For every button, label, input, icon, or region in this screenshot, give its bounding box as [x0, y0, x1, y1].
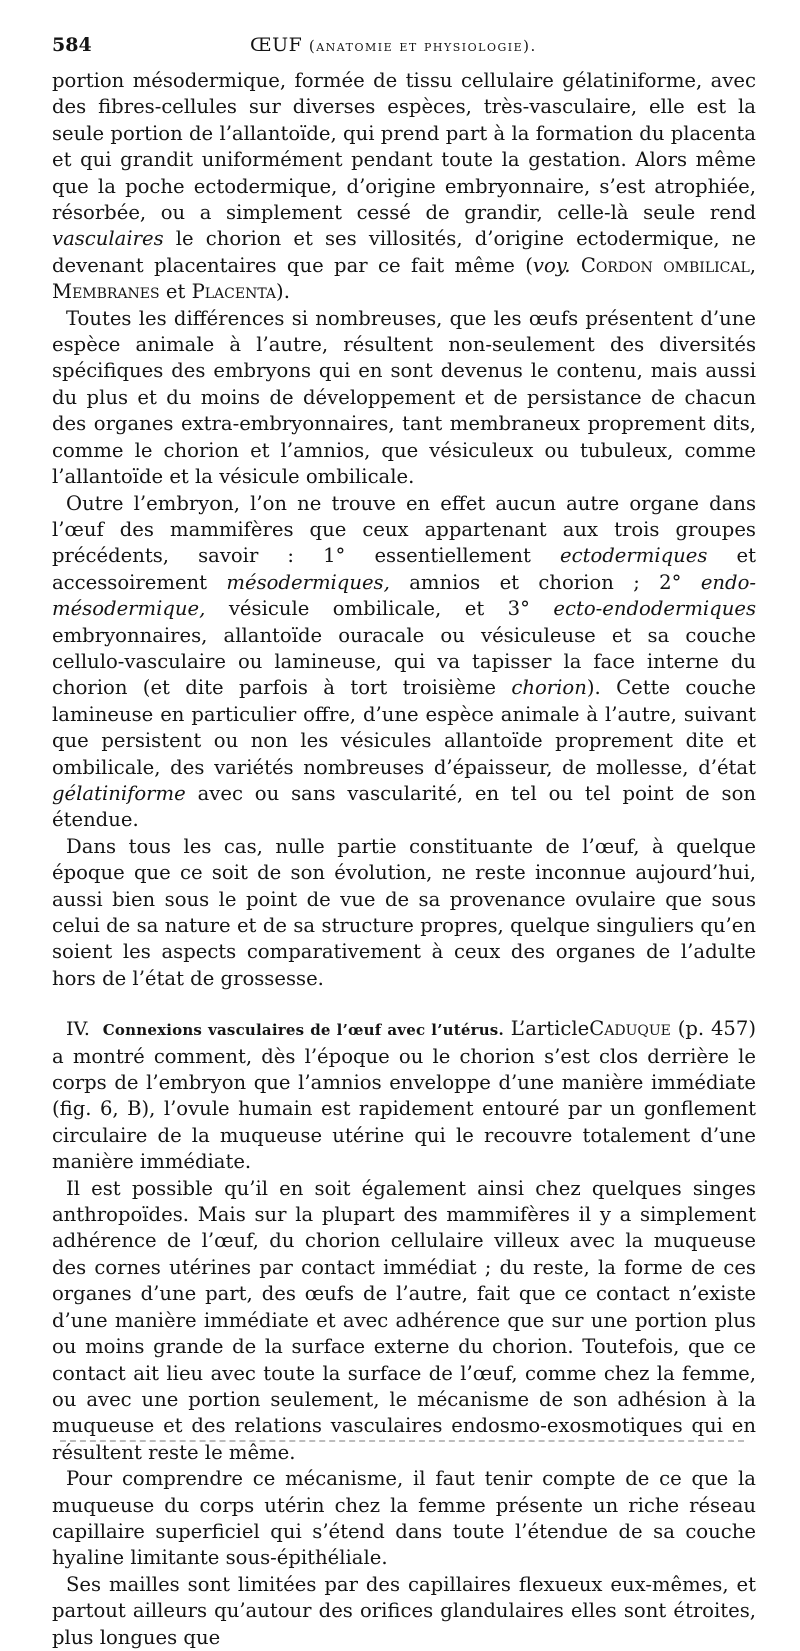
para3-text-5: embryonnaires, allantoïde ouracale ou vésiculeuse et sa couche cellulo-vasculaire ou lamineuse, qui va tapisser la face interne du chorion (et dite parfois à tort troisième: [52, 623, 756, 700]
para3-text-6: ). Cette couche lamineuse en particulier offre, d’une espèce animale à l’autre, suivant que persistent ou non les vésicules allantoïde proprement dite et ombilicale, des variétés nombreuses d’épaisseur, de mollesse, d’état: [52, 676, 756, 779]
running-title-main: ŒUF: [250, 34, 303, 56]
para3-text-2: et accessoirement: [52, 544, 756, 594]
running-title-sub: (anatomie et physiologie).: [308, 37, 537, 55]
paragraph-8: Ses mailles sont limitées par des capillaires flexueux eux-mêmes, et partout ailleurs qu’autour des orifices glandulaires elles sont étroites, plus longues que: [52, 1572, 756, 1649]
para3-italic-6: gélatiniforme: [52, 781, 186, 805]
paragraph-2: Toutes les différences si nombreuses, que les œufs présentent d’une espèce animale à l’autre, résultent non-seulement des diversités spécifiques des embryons qui en sont devenus le contenu, mais aussi du plus et du moins de développement et de persistance de chacun des organes extra-embryonnaires, tant membraneux proprement dits, comme le chorion et l’amnios, que vésiculeux ou tubuleux, comme l’allantoïde et la vésicule ombilicale.: [52, 306, 756, 489]
para3-italic-4: ecto-endodermiques: [553, 597, 756, 621]
paragraph-4: Dans tous les cas, nulle partie constituante de l’œuf, à quelque époque que ce soit de son évolution, ne reste inconnue aujourd’hui, aussi bien sous le point de vue de sa provenance ovulaire que sous celui de sa nature et de sa structure propres, quelque singuliers qu’en soient les aspects comparativement à ceux des organes de l’adulte hors de l’état de grossesse.: [52, 834, 756, 990]
para1-smallcaps-2: Placenta: [191, 280, 277, 304]
section4-smallcaps-1: Caduque: [589, 1017, 671, 1041]
para1-text-1: portion mésodermique, formée de tissu cellulaire gélatiniforme, avec des fibres-cellules sur diverses espèces, très-vasculaire, elle est la seule portion de l’allantoïde, qui prend part à la formation du placenta et qui grandit uniformément pendant toute la gestation. Alors même que la poche ectodermique, d’origine embryonnaire, s’est atrophiée, résorbée, ou a simplement cessé de grandir, celle-là seule rend: [52, 69, 756, 225]
para3-italic-5: chorion: [511, 676, 587, 700]
para1-italic-1: vasculaires: [52, 227, 164, 251]
para3-text-1: Outre l’embryon, l’on ne trouve en effet aucun autre organe dans l’œuf des mammifères que ceux appartenant aux trois groupes précédents, savoir : 1° essentiellement: [52, 491, 756, 568]
para1-italic-2: voy.: [532, 253, 571, 277]
para1-smallcaps-1: Cordon ombilical, Membranes: [52, 253, 757, 304]
para3-italic-2: mésodermiques,: [226, 570, 390, 594]
paragraph-3: [52, 491, 756, 834]
para3-italic-1: ectodermiques: [560, 544, 708, 568]
para1-text-4: ).: [276, 280, 290, 304]
para1-text-2: le chorion et ses villosités, d’origine ectodermique, ne devenant placentaires que par ce fait même (: [52, 227, 756, 277]
para1-text-3: et: [165, 280, 186, 304]
paragraph-1: [52, 68, 756, 306]
para3-italic-3: endo-mésodermique,: [52, 570, 757, 621]
paragraph-6: Il est possible qu’il en soit également ainsi chez quelques singes anthropoïdes. Mais sur la plupart des mammifères il y a simplement adhérence de l’œuf, du chorion cellulaire villeux avec la muqueuse des cornes utérines par contact immédiat ; du reste, la forme de ces organes d’une part, des œufs de l’autre, fait que ce contact n’existe d’une manière immédiate et avec adhérence que sur une portion plus ou moins grande de la surface externe du chorion. Toutefois, que ce contact ait lieu avec toute la surface de l’œuf, comme chez la femme, ou avec une portion seulement, le mécanisme de son adhésion à la muqueuse et des relations vasculaires endosmo-exosmotiques qui en résultent reste le même.: [52, 1176, 756, 1464]
paragraph-7: Pour comprendre ce mécanisme, il faut tenir compte de ce que la muqueuse du corps utérin chez la femme présente un riche réseau capillaire superficiel qui s’étend dans toute l’étendue de sa couche hyaline limitante sous-épithéliale.: [52, 1467, 756, 1570]
page-number: 584: [52, 34, 92, 56]
section-iv-paragraph: [52, 1016, 756, 1175]
section4-text-1: L’article: [510, 1017, 590, 1041]
section-heading: Connexions vasculaires de l’œuf avec l’utérus.: [102, 1021, 504, 1040]
para3-text-4: vésicule ombilicale, et 3°: [228, 597, 530, 621]
para3-text-3: amnios et chorion ; 2°: [409, 570, 682, 594]
section-number: IV.: [66, 1018, 90, 1041]
running-header: [52, 34, 756, 68]
section4-text-2: (p. 457) a montré comment, dès l’époque ou le chorion s’est clos derrière le corps de l’embryon que l’amnios enveloppe d’une manière immédiate (fig. 6, B), l’ovule humain est rapidement entouré par un gonflement circulaire de la muqueuse utérine qui le recouvre totalement d’une manière immédiate.: [52, 1017, 757, 1174]
running-title: [250, 34, 537, 56]
bottom-scan-artifact: [60, 1440, 744, 1442]
para3-text-7: avec ou sans vascularité, en tel ou tel point de son étendue.: [52, 781, 757, 832]
